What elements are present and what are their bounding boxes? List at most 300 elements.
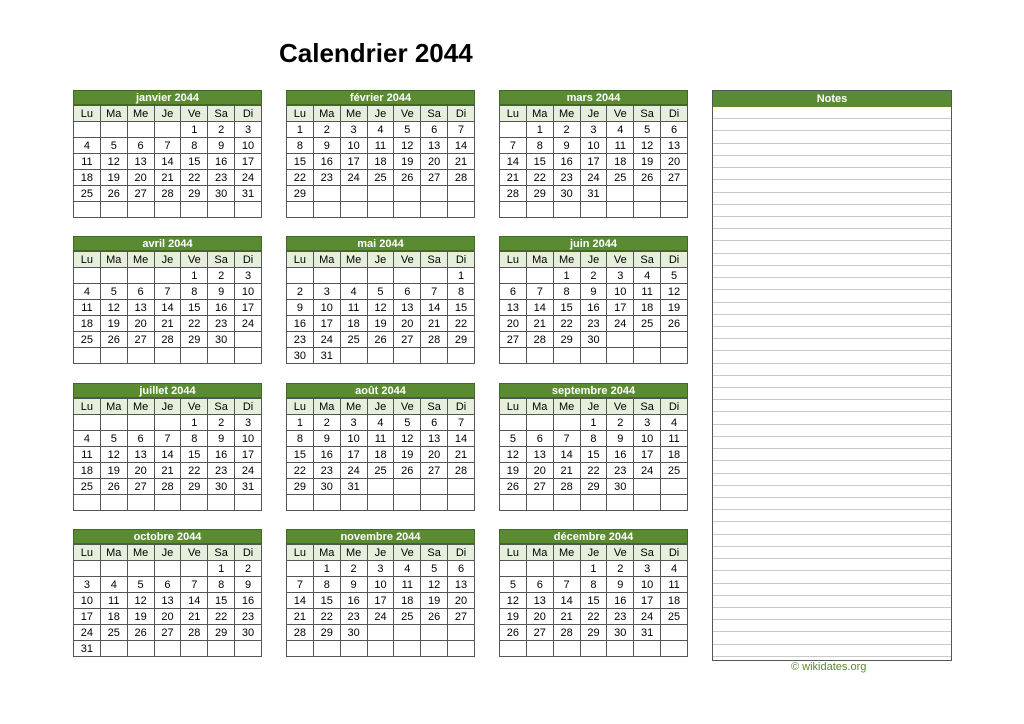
day-cell: 14: [287, 593, 314, 609]
week-row: [500, 348, 688, 364]
month-table: [286, 398, 475, 511]
month-title: juin 2044: [499, 236, 688, 251]
day-cell: 20: [661, 154, 688, 170]
day-cell: [127, 202, 154, 218]
day-cell: 14: [500, 154, 527, 170]
day-cell: [394, 625, 421, 641]
day-cell: [367, 625, 394, 641]
week-row: [500, 415, 688, 431]
month-title: juillet 2044: [73, 383, 262, 398]
note-line: [713, 303, 951, 315]
day-cell: 26: [100, 332, 127, 348]
month-table: [499, 398, 688, 511]
month-table: [286, 105, 475, 218]
day-cell: [154, 641, 181, 657]
weekday-label: Di: [661, 399, 688, 415]
day-cell: 28: [154, 479, 181, 495]
note-line: [713, 217, 951, 229]
day-cell: [340, 186, 367, 202]
day-cell: [421, 268, 448, 284]
week-row: [287, 447, 475, 463]
day-cell: 2: [553, 122, 580, 138]
month-title: août 2044: [286, 383, 475, 398]
week-row: [287, 268, 475, 284]
day-cell: 24: [340, 463, 367, 479]
day-cell: 16: [607, 447, 634, 463]
day-cell: [340, 202, 367, 218]
day-cell: 22: [313, 609, 340, 625]
day-cell: [313, 495, 340, 511]
day-cell: 10: [367, 577, 394, 593]
day-cell: 19: [127, 609, 154, 625]
day-cell: 9: [580, 284, 607, 300]
note-line: [713, 449, 951, 461]
day-cell: [367, 202, 394, 218]
day-cell: 18: [394, 593, 421, 609]
month-table: [73, 544, 262, 657]
day-cell: 25: [661, 609, 688, 625]
day-cell: 27: [127, 186, 154, 202]
day-cell: [235, 202, 262, 218]
day-cell: 19: [421, 593, 448, 609]
day-cell: 5: [394, 122, 421, 138]
day-cell: 20: [127, 463, 154, 479]
day-cell: 21: [448, 447, 475, 463]
day-cell: 18: [74, 316, 101, 332]
day-cell: [154, 495, 181, 511]
day-cell: 28: [526, 332, 553, 348]
day-cell: [634, 202, 661, 218]
note-line: [713, 510, 951, 522]
day-cell: 5: [100, 284, 127, 300]
day-cell: 20: [526, 463, 553, 479]
note-line: [713, 571, 951, 583]
day-cell: [500, 641, 527, 657]
day-cell: 16: [208, 300, 235, 316]
weekday-label: Ma: [526, 545, 553, 561]
week-row: [74, 300, 262, 316]
day-cell: [367, 641, 394, 657]
weekday-label: Sa: [421, 252, 448, 268]
day-cell: 8: [181, 284, 208, 300]
day-cell: [553, 495, 580, 511]
day-cell: 17: [367, 593, 394, 609]
day-cell: 23: [340, 609, 367, 625]
day-cell: 29: [181, 186, 208, 202]
day-cell: 2: [580, 268, 607, 284]
weekday-label: Sa: [421, 399, 448, 415]
day-cell: 20: [154, 609, 181, 625]
note-line: [713, 119, 951, 131]
weekday-label: Ve: [394, 545, 421, 561]
day-cell: 14: [154, 154, 181, 170]
day-cell: 14: [154, 447, 181, 463]
day-cell: 25: [340, 332, 367, 348]
day-cell: [580, 641, 607, 657]
day-cell: [367, 268, 394, 284]
day-cell: 1: [181, 122, 208, 138]
weekday-label: Je: [580, 399, 607, 415]
day-cell: 22: [181, 170, 208, 186]
note-line: [713, 339, 951, 351]
week-row: [287, 415, 475, 431]
day-cell: 8: [580, 577, 607, 593]
day-cell: [500, 122, 527, 138]
note-line: [713, 156, 951, 168]
day-cell: 12: [100, 154, 127, 170]
day-cell: 27: [526, 625, 553, 641]
day-cell: 19: [661, 300, 688, 316]
day-cell: 4: [340, 284, 367, 300]
day-cell: [181, 641, 208, 657]
month-table: [499, 544, 688, 657]
day-cell: 26: [500, 625, 527, 641]
day-cell: 19: [100, 316, 127, 332]
week-row: [287, 348, 475, 364]
weekday-label: Je: [367, 106, 394, 122]
day-cell: [181, 561, 208, 577]
day-cell: 8: [181, 431, 208, 447]
weekday-label: Sa: [634, 399, 661, 415]
month-title: avril 2044: [73, 236, 262, 251]
day-cell: 25: [100, 625, 127, 641]
weekday-label: Je: [580, 545, 607, 561]
weekday-label: Sa: [634, 252, 661, 268]
day-cell: [500, 495, 527, 511]
day-cell: 5: [634, 122, 661, 138]
day-cell: 4: [100, 577, 127, 593]
day-cell: 4: [74, 284, 101, 300]
weekday-label: Ma: [313, 106, 340, 122]
week-row: [287, 593, 475, 609]
day-cell: [127, 268, 154, 284]
weekday-label: Sa: [421, 545, 448, 561]
day-cell: 19: [100, 463, 127, 479]
day-cell: 20: [127, 170, 154, 186]
day-cell: 8: [181, 138, 208, 154]
day-cell: 23: [208, 170, 235, 186]
day-cell: 1: [580, 415, 607, 431]
day-cell: 18: [661, 593, 688, 609]
day-cell: 20: [127, 316, 154, 332]
note-line: [713, 144, 951, 156]
day-cell: 18: [100, 609, 127, 625]
day-cell: 7: [448, 122, 475, 138]
note-line: [713, 388, 951, 400]
day-cell: 26: [500, 479, 527, 495]
day-cell: [500, 268, 527, 284]
week-row: [287, 154, 475, 170]
weekday-label: Ve: [181, 545, 208, 561]
week-row: [500, 479, 688, 495]
weekday-row: [500, 252, 688, 268]
week-row: [500, 186, 688, 202]
day-cell: [500, 202, 527, 218]
day-cell: 1: [553, 268, 580, 284]
day-cell: 10: [235, 431, 262, 447]
day-cell: [661, 641, 688, 657]
day-cell: 28: [448, 463, 475, 479]
weekday-label: Ve: [607, 106, 634, 122]
weekday-label: Ma: [526, 252, 553, 268]
week-row: [74, 609, 262, 625]
note-line: [713, 351, 951, 363]
day-cell: 17: [580, 154, 607, 170]
day-cell: 27: [154, 625, 181, 641]
day-cell: [526, 561, 553, 577]
month-calendar: [499, 236, 688, 364]
week-row: [500, 641, 688, 657]
day-cell: 15: [448, 300, 475, 316]
day-cell: 4: [367, 415, 394, 431]
day-cell: 4: [74, 138, 101, 154]
weekday-label: Me: [340, 106, 367, 122]
week-row: [287, 641, 475, 657]
month-calendar: [286, 383, 475, 511]
day-cell: 15: [526, 154, 553, 170]
note-line: [713, 168, 951, 180]
day-cell: 2: [208, 122, 235, 138]
day-cell: [553, 415, 580, 431]
day-cell: [367, 348, 394, 364]
day-cell: 2: [340, 561, 367, 577]
day-cell: 3: [634, 561, 661, 577]
day-cell: 22: [287, 170, 314, 186]
day-cell: 22: [526, 170, 553, 186]
day-cell: 6: [394, 284, 421, 300]
day-cell: 12: [500, 447, 527, 463]
weekday-label: Sa: [634, 106, 661, 122]
weekday-label: Je: [154, 252, 181, 268]
day-cell: 7: [553, 431, 580, 447]
weekday-label: Lu: [287, 545, 314, 561]
day-cell: 14: [421, 300, 448, 316]
day-cell: 17: [634, 447, 661, 463]
day-cell: [127, 495, 154, 511]
week-row: [74, 593, 262, 609]
day-cell: 8: [553, 284, 580, 300]
day-cell: [74, 122, 101, 138]
day-cell: [100, 122, 127, 138]
week-row: [500, 495, 688, 511]
day-cell: [287, 495, 314, 511]
day-cell: 10: [607, 284, 634, 300]
note-line: [713, 315, 951, 327]
day-cell: 12: [394, 138, 421, 154]
day-cell: 3: [340, 415, 367, 431]
day-cell: 7: [154, 284, 181, 300]
day-cell: [421, 641, 448, 657]
day-cell: 5: [500, 577, 527, 593]
day-cell: 26: [100, 186, 127, 202]
day-cell: 3: [607, 268, 634, 284]
weekday-label: Ma: [313, 399, 340, 415]
day-cell: 24: [235, 316, 262, 332]
day-cell: 17: [607, 300, 634, 316]
day-cell: 12: [100, 447, 127, 463]
day-cell: 18: [607, 154, 634, 170]
day-cell: 11: [661, 431, 688, 447]
day-cell: 15: [580, 447, 607, 463]
week-row: [500, 170, 688, 186]
week-row: [74, 577, 262, 593]
weekday-label: Me: [553, 252, 580, 268]
day-cell: 4: [634, 268, 661, 284]
day-cell: 23: [208, 316, 235, 332]
month-title: mai 2044: [286, 236, 475, 251]
day-cell: 5: [661, 268, 688, 284]
note-line: [713, 180, 951, 192]
day-cell: 1: [526, 122, 553, 138]
day-cell: 10: [235, 138, 262, 154]
day-cell: [313, 202, 340, 218]
day-cell: [607, 495, 634, 511]
day-cell: 6: [448, 561, 475, 577]
week-row: [287, 138, 475, 154]
day-cell: 6: [500, 284, 527, 300]
day-cell: [287, 561, 314, 577]
weekday-label: Ve: [607, 545, 634, 561]
month-title: janvier 2044: [73, 90, 262, 105]
day-cell: 27: [421, 463, 448, 479]
day-cell: 31: [235, 186, 262, 202]
day-cell: [553, 202, 580, 218]
day-cell: [448, 348, 475, 364]
week-row: [500, 577, 688, 593]
day-cell: [607, 202, 634, 218]
day-cell: 16: [287, 316, 314, 332]
day-cell: 13: [421, 138, 448, 154]
day-cell: 24: [367, 609, 394, 625]
week-row: [287, 577, 475, 593]
day-cell: 7: [287, 577, 314, 593]
weekday-label: Ve: [181, 252, 208, 268]
day-cell: 8: [287, 138, 314, 154]
day-cell: 16: [553, 154, 580, 170]
day-cell: 23: [208, 463, 235, 479]
day-cell: 8: [526, 138, 553, 154]
weekday-label: Ma: [100, 399, 127, 415]
weekday-label: Lu: [74, 545, 101, 561]
month-table: [499, 105, 688, 218]
day-cell: 20: [394, 316, 421, 332]
day-cell: 12: [127, 593, 154, 609]
weekday-row: [287, 106, 475, 122]
day-cell: 25: [74, 479, 101, 495]
weekday-label: Sa: [208, 106, 235, 122]
day-cell: 21: [154, 170, 181, 186]
day-cell: 31: [580, 186, 607, 202]
day-cell: 26: [127, 625, 154, 641]
weekday-label: Lu: [287, 252, 314, 268]
day-cell: [127, 122, 154, 138]
day-cell: 27: [394, 332, 421, 348]
day-cell: 26: [394, 170, 421, 186]
week-row: [287, 170, 475, 186]
day-cell: 30: [313, 479, 340, 495]
day-cell: 17: [235, 300, 262, 316]
day-cell: [526, 202, 553, 218]
week-row: [287, 332, 475, 348]
day-cell: [526, 415, 553, 431]
week-row: [500, 268, 688, 284]
week-row: [287, 495, 475, 511]
day-cell: [553, 561, 580, 577]
weekday-label: Sa: [634, 545, 661, 561]
day-cell: 6: [154, 577, 181, 593]
day-cell: 7: [181, 577, 208, 593]
day-cell: 19: [367, 316, 394, 332]
day-cell: 10: [340, 431, 367, 447]
month-title: octobre 2044: [73, 529, 262, 544]
note-line: [713, 131, 951, 143]
day-cell: [526, 641, 553, 657]
week-row: [74, 186, 262, 202]
day-cell: 29: [208, 625, 235, 641]
day-cell: [181, 202, 208, 218]
month-calendar: [499, 90, 688, 218]
week-row: [74, 268, 262, 284]
day-cell: 22: [580, 609, 607, 625]
day-cell: 4: [607, 122, 634, 138]
day-cell: 16: [340, 593, 367, 609]
week-row: [500, 609, 688, 625]
day-cell: 1: [448, 268, 475, 284]
weekday-label: Je: [154, 399, 181, 415]
day-cell: [421, 348, 448, 364]
day-cell: 22: [287, 463, 314, 479]
day-cell: [367, 479, 394, 495]
day-cell: 20: [448, 593, 475, 609]
weekday-label: Di: [235, 399, 262, 415]
weekday-label: Je: [154, 106, 181, 122]
note-line: [713, 486, 951, 498]
note-line: [713, 278, 951, 290]
day-cell: 14: [181, 593, 208, 609]
day-cell: 14: [553, 593, 580, 609]
day-cell: 9: [553, 138, 580, 154]
month-table: [73, 398, 262, 511]
week-row: [287, 479, 475, 495]
week-row: [500, 447, 688, 463]
week-row: [287, 122, 475, 138]
day-cell: 4: [661, 561, 688, 577]
day-cell: 12: [367, 300, 394, 316]
day-cell: 19: [394, 447, 421, 463]
month-calendar: [73, 383, 262, 511]
weekday-row: [287, 252, 475, 268]
day-cell: 9: [313, 138, 340, 154]
note-line: [713, 425, 951, 437]
week-row: [74, 479, 262, 495]
day-cell: 25: [661, 463, 688, 479]
weekday-label: Ve: [607, 252, 634, 268]
day-cell: 3: [367, 561, 394, 577]
day-cell: 28: [154, 186, 181, 202]
month-table: [73, 105, 262, 218]
month-table: [73, 251, 262, 364]
weekday-label: Me: [127, 252, 154, 268]
note-line: [713, 327, 951, 339]
day-cell: 17: [340, 154, 367, 170]
day-cell: [661, 625, 688, 641]
weekday-row: [74, 399, 262, 415]
day-cell: [421, 495, 448, 511]
day-cell: [421, 479, 448, 495]
day-cell: 22: [181, 463, 208, 479]
day-cell: 6: [421, 122, 448, 138]
day-cell: 3: [235, 268, 262, 284]
